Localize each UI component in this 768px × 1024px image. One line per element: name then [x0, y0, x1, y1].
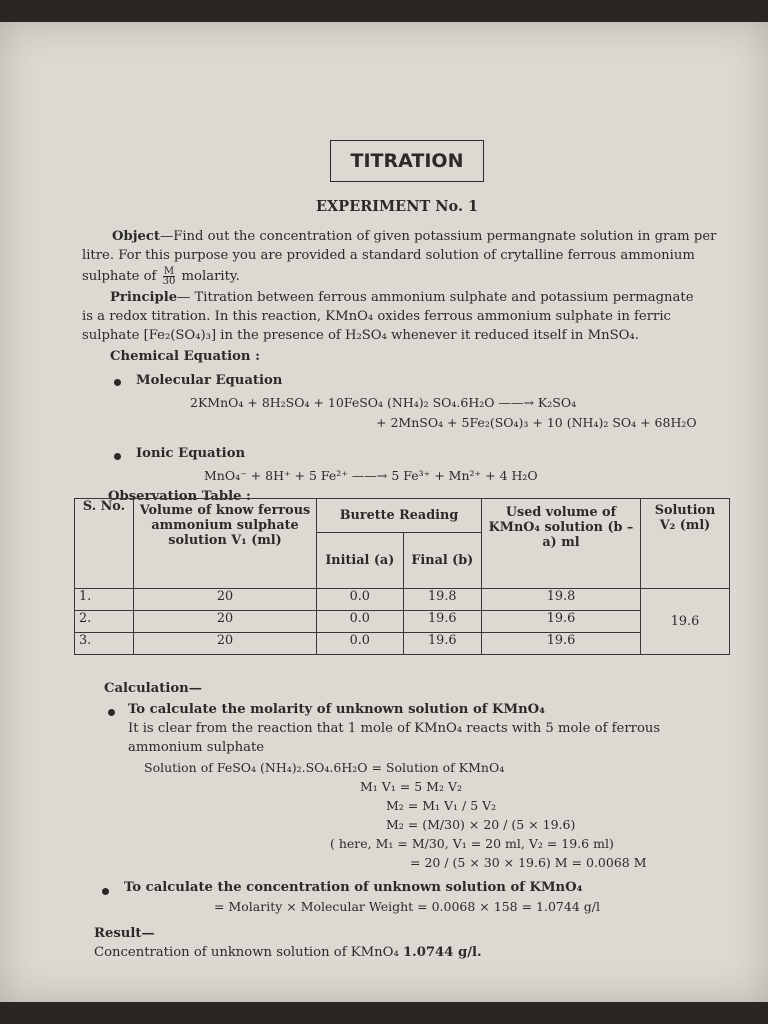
molecular-equation-heading: Molecular Equation	[136, 373, 283, 388]
calc-equation-2: M₁ V₁ = 5 M₂ V₂	[360, 779, 462, 794]
experiment-heading: EXPERIMENT No. 1	[316, 198, 479, 215]
book-page	[0, 22, 768, 1002]
header-final: Final (b)	[403, 533, 481, 589]
header-initial: Initial (a)	[317, 533, 404, 589]
calc-equation-5: ( here, M₁ = M/30, V₁ = 20 ml, V₂ = 19.6 ml)	[330, 836, 614, 851]
table-row: 3. 20 0.0 19.6 19.6	[75, 633, 730, 655]
calc-equation-6: = 20 / (5 × 30 × 19.6) M = 0.0068 M	[410, 855, 647, 870]
object-line-3: sulphate of $\frac{M}{30}$ molarity.	[82, 266, 240, 287]
bullet-icon	[108, 709, 115, 716]
object-line-2: litre. For this purpose you are provided a standard solution of crytalline ferrous ammonium	[82, 248, 695, 263]
calc-equation-1: Solution of FeSO₄ (NH₄)₂.SO₄.6H₂O = Solution of KMnO₄	[144, 760, 505, 775]
result-heading: Result—	[94, 926, 155, 941]
calculation-heading: Calculation—	[104, 681, 202, 696]
calculation-text-2: ammonium sulphate	[128, 740, 265, 755]
calculation-molarity-heading: To calculate the molarity of unknown solution of KMnO₄	[128, 702, 545, 717]
chemical-equation-heading: Chemical Equation :	[110, 349, 260, 364]
bullet-icon	[102, 888, 109, 895]
ionic-equation: MnO₄⁻ + 8H⁺ + 5 Fe²⁺ ——→ 5 Fe³⁺ + Mn²⁺ + 4 H₂O	[204, 468, 538, 483]
principle-line-3: sulphate [Fe₂(SO₄)₃] in the presence of H₂SO₄ whenever it reduced itself in MnSO₄.	[82, 328, 639, 343]
header-volume: Volume of know ferrous ammonium sulphate solution V₁ (ml)	[134, 499, 317, 589]
table-row: 2. 20 0.0 19.6 19.6	[75, 611, 730, 633]
molecular-equation-line-1: 2KMnO₄ + 8H₂SO₄ + 10FeSO₄ (NH₄)₂ SO₄.6H₂O ——→ K₂SO₄	[190, 395, 577, 410]
molarity-fraction: $\frac{M}{30}$	[162, 266, 176, 287]
object-label: Object	[112, 229, 160, 244]
principle-label: Principle	[110, 290, 178, 305]
calculation-text-1: It is clear from the reaction that 1 mole of KMnO₄ reacts with 5 mole of ferrous	[128, 721, 661, 736]
table-row: 1. 20 0.0 19.8 19.8 19.6	[75, 589, 730, 611]
result-value: 1.0744 g/l.	[402, 945, 482, 960]
object-line-1: Object—Find out the concentration of given potassium permangnate solution in gram per	[112, 229, 717, 244]
observation-table-heading: Observation Table :	[108, 489, 251, 504]
bullet-icon	[114, 379, 121, 386]
header-used-volume: Used volume of KMnO₄ solution (b – a) ml	[482, 499, 641, 589]
header-sno: S. No.	[75, 499, 134, 589]
calc-equation-3: M₂ = M₁ V₁ / 5 V₂	[386, 798, 497, 813]
concentration-equation: = Molarity × Molecular Weight = 0.0068 × 158 = 1.0744 g/l	[214, 899, 600, 914]
ionic-equation-heading: Ionic Equation	[136, 446, 246, 461]
calc-equation-4: M₂ = (M/30) × 20 / (5 × 19.6)	[386, 817, 576, 832]
header-solution-v2: Solution V₂ (ml)	[641, 499, 730, 589]
observation-table	[74, 498, 730, 655]
solution-v2-value: 19.6	[641, 589, 730, 655]
bullet-icon	[114, 453, 121, 460]
calculation-concentration-heading: To calculate the concentration of unknown solution of KMnO₄	[124, 880, 583, 895]
molecular-equation-line-2: + 2MnSO₄ + 5Fe₂(SO₄)₃ + 10 (NH₄)₂ SO₄ + 68H₂O	[376, 415, 697, 430]
header-burette-reading: Burette Reading	[317, 499, 482, 533]
principle-line-1: Principle— Titration between ferrous ammonium sulphate and potassium permagnate	[110, 290, 694, 305]
principle-line-2: is a redox titration. In this reaction, KMnO₄ oxides ferrous ammonium sulphate in ferric	[82, 309, 671, 324]
page-title: TITRATION	[330, 140, 484, 182]
result-line: Concentration of unknown solution of KMnO₄ 1.0744 g/l.	[94, 945, 482, 960]
